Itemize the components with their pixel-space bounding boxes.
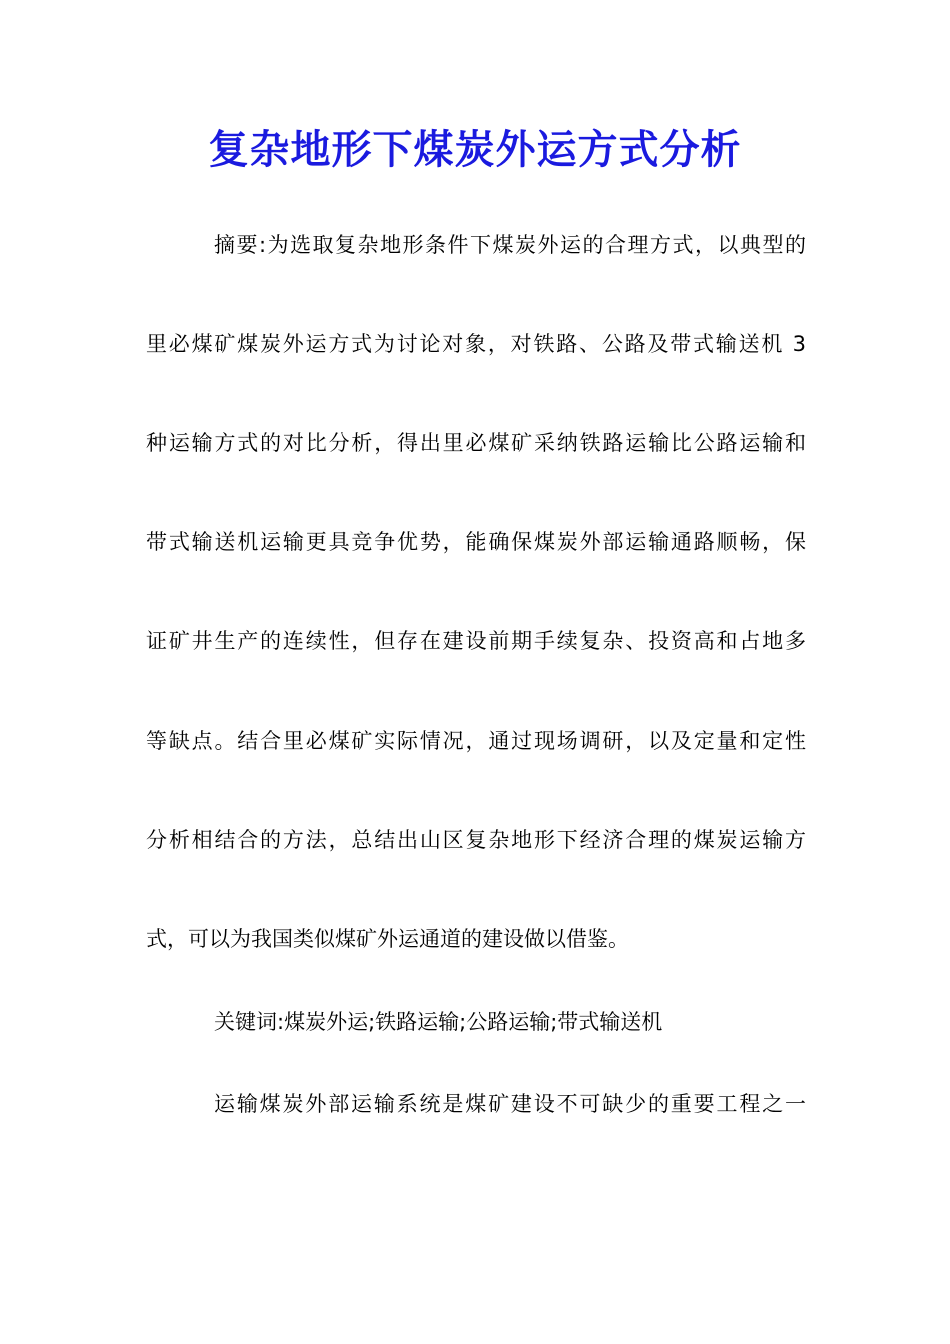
body-first-line: 运输煤炭外部运输系统是煤矿建设不可缺少的重要工程之一 xyxy=(214,1092,806,1116)
abstract-line-8: 式，可以为我国类似煤矿外运通道的建设做以借鉴。 xyxy=(146,927,629,951)
abstract-line-6: 等缺点。结合里必煤矿实际情况，通过现场调研，以及定量和定性 xyxy=(146,729,806,753)
keywords-line: 关键词:煤炭外运;铁路运输;公路运输;带式输送机 xyxy=(214,1010,663,1034)
abstract-line-5: 证矿井生产的连续性，但存在建设前期手续复杂、投资高和占地多 xyxy=(146,629,806,653)
abstract-line-3: 种运输方式的对比分析，得出里必煤矿采纳铁路运输比公路运输和 xyxy=(146,431,806,455)
abstract-line-2: 里必煤矿煤炭外运方式为讨论对象，对铁路、公路及带式输送机 3 xyxy=(146,332,806,356)
abstract-line-7: 分析相结合的方法，总结出山区复杂地形下经济合理的煤炭运输方 xyxy=(146,828,806,852)
document-title: 复杂地形下煤炭外运方式分析 xyxy=(208,126,742,173)
abstract-line-4: 带式输送机运输更具竞争优势，能确保煤炭外部运输通路顺畅，保 xyxy=(146,530,806,554)
abstract-line-1: 摘要:为选取复杂地形条件下煤炭外运的合理方式，以典型的 xyxy=(214,233,806,257)
